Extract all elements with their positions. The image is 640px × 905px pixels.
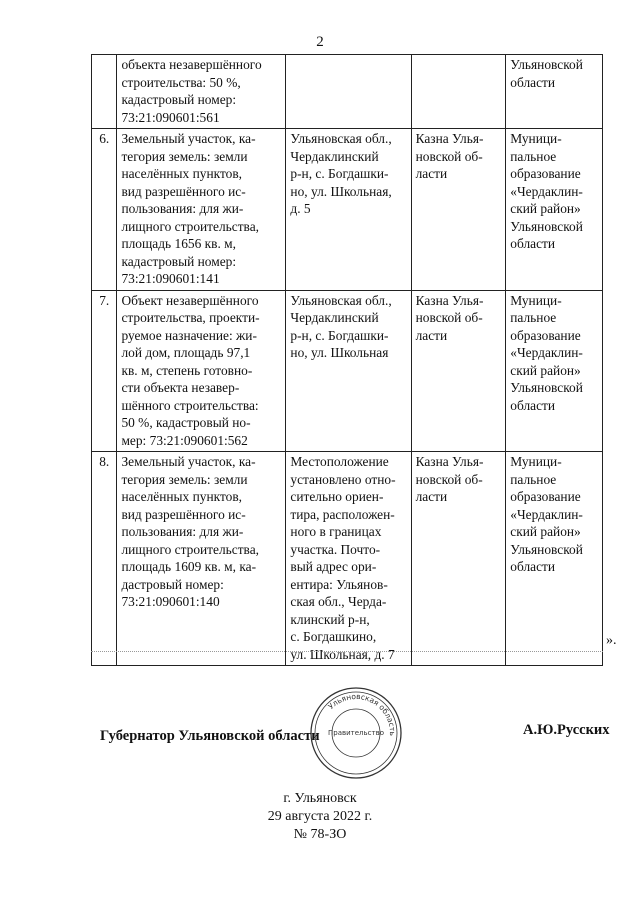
recipient-municipality-line: пальное: [510, 148, 557, 164]
recipient-municipality-line: «Чердаклин-: [510, 183, 583, 199]
object-description-line: площадь 1656 кв. м,: [121, 236, 236, 251]
object-address-line: ская обл., Черда-: [290, 594, 387, 609]
object-address: [286, 452, 411, 666]
object-address-line: р-н, с. Богдашки-: [290, 327, 389, 343]
recipient-municipality-line: Муници-: [510, 292, 562, 308]
recipient-municipality-line: ский район»: [510, 524, 581, 539]
object-description-line: 73:21:090601:140: [121, 594, 220, 609]
object-address-line: д. 5: [290, 201, 311, 216]
object-description-line: кадастровый номер:: [121, 92, 237, 107]
object-address-line: Ульяновская обл.,: [290, 131, 392, 146]
property-table-body: [92, 55, 603, 666]
recipient-municipality-line: области: [510, 559, 556, 574]
seal-ring-text: Ульяновская область: [326, 691, 398, 737]
object-description-line: тегория земель: земли: [121, 471, 248, 487]
object-description: [117, 290, 286, 452]
footer-divider: [91, 651, 603, 652]
object-owner: [411, 129, 506, 291]
row-number: 6.: [92, 129, 117, 291]
recipient-municipality: [506, 55, 603, 129]
object-owner-line: ласти: [415, 166, 448, 181]
recipient-municipality-line: образование: [510, 327, 581, 343]
table-row: [92, 129, 603, 291]
object-description-line: Земельный участок, ка-: [121, 454, 256, 469]
object-address-line: Чердаклинский: [290, 310, 379, 325]
object-owner: [411, 290, 506, 452]
object-description-line: кв. м, степень готовно-: [121, 362, 253, 378]
law-number: № 78-ЗО: [293, 827, 347, 842]
object-description-line: лищного строительства,: [121, 218, 259, 234]
recipient-municipality-line: «Чердаклин-: [510, 345, 583, 360]
table-row: [92, 290, 603, 452]
object-owner-line: новской об-: [415, 148, 483, 164]
object-address: [286, 129, 411, 291]
object-address-line: Местоположение: [290, 454, 389, 469]
object-address-line: р-н, с. Богдашки-: [290, 166, 389, 181]
page-number: 2: [316, 34, 324, 50]
object-description-line: строительства, проекти-: [121, 310, 260, 325]
row-number: 8.: [92, 452, 117, 666]
recipient-municipality-line: области: [510, 74, 556, 90]
recipient-municipality-line: области: [510, 236, 556, 251]
object-address-line: участка. Почто-: [290, 541, 381, 557]
closing-quote: ».: [606, 633, 617, 648]
recipient-municipality: [506, 452, 603, 666]
object-address-line: клинский р-н,: [290, 611, 370, 627]
recipient-municipality-line: ский район»: [510, 362, 581, 378]
signature-name: А.Ю.Русских: [523, 722, 610, 738]
object-description-line: Земельный участок, ка-: [121, 131, 256, 146]
recipient-municipality-line: пальное: [510, 310, 557, 325]
recipient-municipality-line: Ульяновской: [510, 541, 583, 557]
object-owner-line: новской об-: [415, 310, 483, 325]
object-description-line: строительства: 50 %,: [121, 74, 241, 90]
object-owner-line: ласти: [415, 327, 448, 343]
object-description-line: 73:21:090601:561: [121, 109, 220, 125]
object-owner-line: Казна Улья-: [415, 454, 484, 469]
recipient-municipality-line: образование: [510, 166, 581, 181]
recipient-municipality: [506, 290, 603, 452]
signing-date: 29 августа 2022 г.: [267, 809, 373, 824]
recipient-municipality-line: Муници-: [510, 454, 562, 469]
object-owner-line: Казна Улья-: [415, 292, 484, 308]
object-address-line: вый адрес ори-: [290, 559, 377, 574]
object-address-line: но, ул. Школьная: [290, 345, 389, 360]
recipient-municipality-line: области: [510, 397, 556, 413]
recipient-municipality-line: Муници-: [510, 131, 562, 146]
object-address-line: ного в границах: [290, 524, 382, 539]
official-seal-stamp: [309, 686, 403, 780]
row-number: 7.: [92, 290, 117, 452]
property-table: [91, 54, 603, 666]
object-address-line: сительно ориен-: [290, 489, 384, 504]
object-address: [286, 55, 411, 129]
recipient-municipality-line: ский район»: [510, 201, 581, 216]
object-description-line: лищного строительства,: [121, 541, 259, 557]
table-row: [92, 452, 603, 666]
recipient-municipality: [506, 129, 603, 291]
object-description-line: населённых пунктов,: [121, 489, 242, 504]
object-description-line: объекта незавершённого: [121, 57, 262, 72]
signature-title: Губернатор Ульяновской области: [100, 728, 320, 744]
object-address-line: но, ул. Школьная,: [290, 183, 392, 199]
object-description-line: вид разрешённого ис-: [121, 183, 246, 199]
object-address-line: тира, расположен-: [290, 506, 395, 522]
object-description: [117, 452, 286, 666]
object-description-line: руемое назначение: жи-: [121, 327, 257, 343]
object-description-line: сти объекта незавер-: [121, 380, 240, 395]
object-owner-line: новской об-: [415, 471, 483, 487]
object-owner: [411, 55, 506, 129]
object-description-line: тегория земель: земли: [121, 148, 248, 164]
object-description-line: населённых пунктов,: [121, 166, 242, 181]
object-address-line: ул. Школьная, д. 7: [290, 646, 395, 662]
object-address-line: с. Богдашкино,: [290, 629, 377, 644]
object-description-line: мер: 73:21:090601:562: [121, 432, 248, 448]
object-description: [117, 129, 286, 291]
object-description-line: кадастровый номер:: [121, 253, 237, 269]
object-description-line: дастровый номер:: [121, 576, 224, 592]
signing-city: г. Ульяновск: [283, 791, 357, 806]
table-row: [92, 55, 603, 129]
object-description-line: площадь 1609 кв. м, ка-: [121, 559, 257, 574]
object-description-line: вид разрешённого ис-: [121, 506, 246, 522]
object-description: [117, 55, 286, 129]
row-number: [92, 55, 117, 129]
seal-center-text: Правительство: [328, 729, 384, 737]
object-owner-line: Казна Улья-: [415, 131, 484, 146]
object-owner-line: ласти: [415, 489, 448, 504]
object-description-line: 73:21:090601:141: [121, 271, 220, 286]
recipient-municipality-line: «Чердаклин-: [510, 506, 583, 522]
recipient-municipality-line: образование: [510, 489, 581, 504]
object-description-line: лой дом, площадь 97,1: [121, 345, 251, 360]
object-owner: [411, 452, 506, 666]
object-description-line: пользования: для жи-: [121, 201, 244, 216]
recipient-municipality-line: Ульяновской: [510, 57, 583, 72]
object-address-line: Чердаклинский: [290, 148, 379, 164]
object-address-line: ентира: Ульянов-: [290, 576, 388, 592]
recipient-municipality-line: Ульяновской: [510, 380, 583, 395]
object-address-line: установлено отно-: [290, 471, 396, 487]
recipient-municipality-line: Ульяновской: [510, 218, 583, 234]
object-address: [286, 290, 411, 452]
object-description-line: 50 %, кадастровый но-: [121, 415, 251, 430]
recipient-municipality-line: пальное: [510, 471, 557, 487]
object-description-line: шённого строительства:: [121, 397, 259, 413]
object-description-line: Объект незавершённого: [121, 292, 259, 308]
object-description-line: пользования: для жи-: [121, 524, 244, 539]
object-address-line: Ульяновская обл.,: [290, 292, 392, 308]
